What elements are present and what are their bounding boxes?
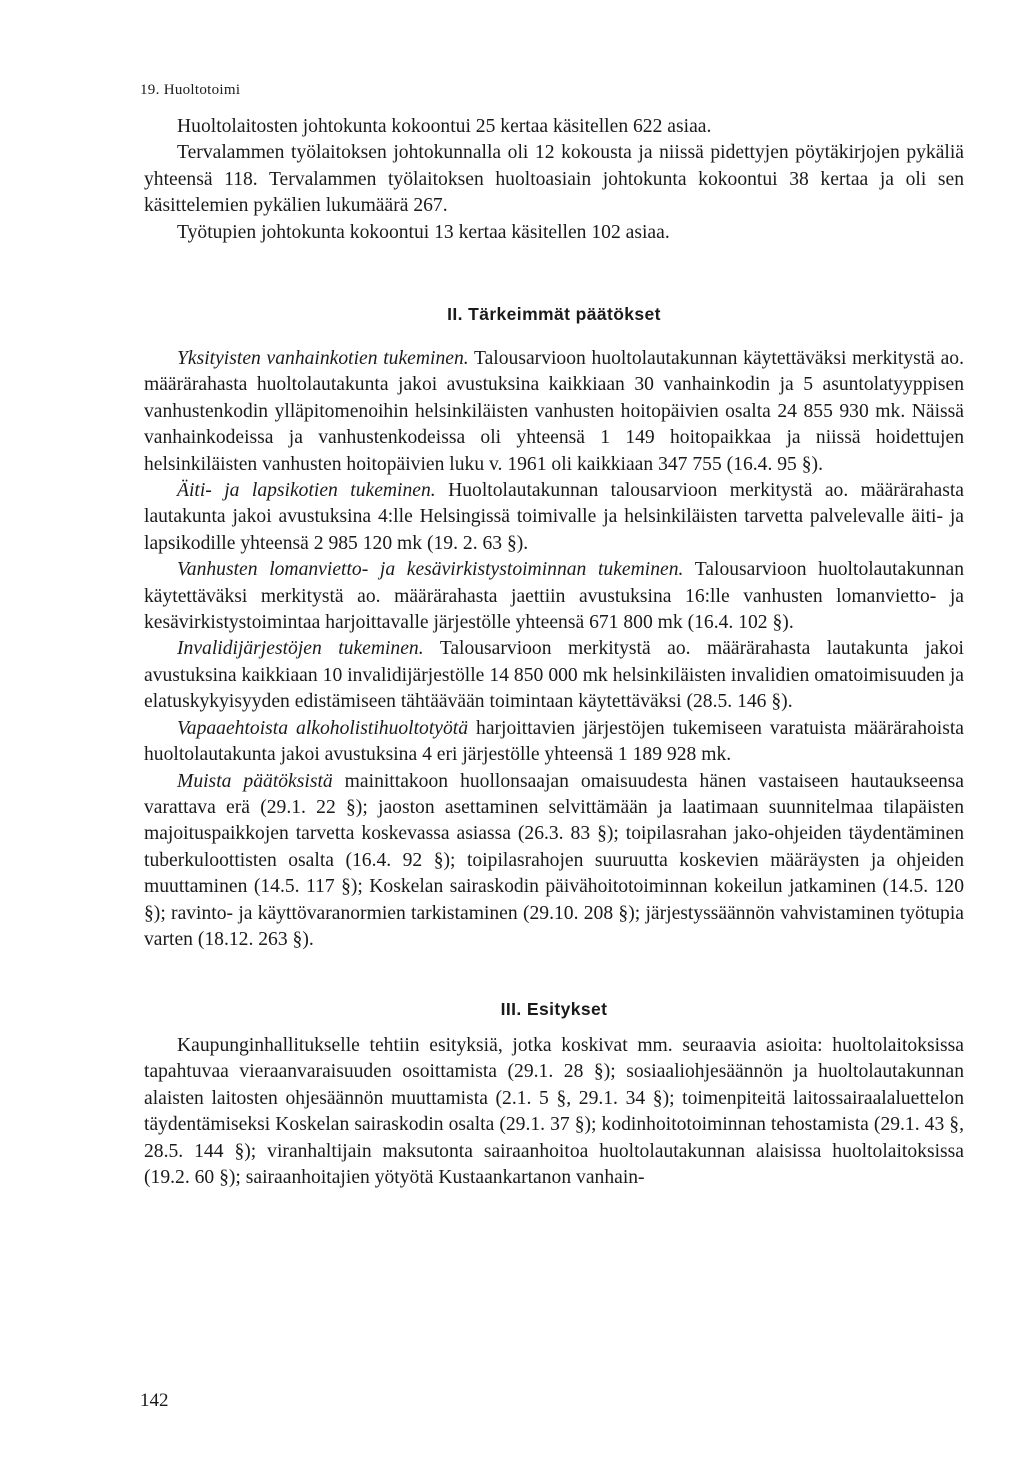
decision-paragraph <box>144 636 964 715</box>
page-number: 142 <box>140 1390 169 1411</box>
intro-paragraph: Työtupien johtokunta kokoontui 13 kertaa käsitellen 102 asiaa. <box>177 221 670 243</box>
paragraph-text: Talousarvioon merkitystä ao. määrärahasta lautakunta jakoi avustuksina kaikkiaan 10 invalidijärjestölle 14 850 000 mk helsinkiläisten invalidien omatoimisuuden ja elatuskykyisyyden edistämiseen tähtäävään toimintaan käytettäväksi (28.5. 146 §). <box>144 638 964 713</box>
decisions-block <box>144 346 964 953</box>
proposals-paragraph: Kaupunginhallitukselle tehtiin esityksiä, jotka koskivat mm. seuraavia asioita: huoltolaitoksissa tapahtuvaa vieraanvaraisuuden osoittamista (29.1. 28 §); sosiaaliohjesäännön ja huoltolautakunnan alaisten laitosten ohjesäännön muuttamista (2.1. 5 §, 29.1. 34 §); toimenpiteitä laitossairaalaluettelon täydentämiseksi Koskelan sairaskodin osalta (29.1. 37 §); kodinhoitotoiminnan tehostamista (29.1. 43 §, 28.5. 144 §); viranhaltijain maksutonta sairaanhoitoa huoltolautakunnan alaisissa huoltolaitoksissa (19.2. 60 §); sairaanhoitajien yötyötä Kustaankartanon vanhain- <box>144 1035 964 1189</box>
decision-paragraph <box>144 557 964 636</box>
running-head: 19. Huoltotoimi <box>140 82 241 98</box>
section-heading-proposals: III. Esitykset <box>500 999 608 1019</box>
paragraph-text: harjoittavien järjestöjen tukemiseen varatuista määrärahoista huoltolautakunta jakoi avustuksina 4 eri järjestölle yhteensä 1 189 928 mk. <box>144 717 964 766</box>
decision-paragraph <box>144 716 964 769</box>
paragraph-text: Talousarvioon huoltolautakunnan käytettäväksi merkitystä ao. määrärahasta jaettiin avustuksina 16:lle vanhusten lomanvietto- ja kesävirkistystoimintaa harjoittavalle järjestölle yhteensä 671 800 mk (16.4. 102 §). <box>144 559 964 634</box>
intro-paragraph: Tervalammen työlaitoksen johtokunnalla oli 12 kokousta ja niissä pidettyjen pöytäkirjojen pykäliä yhteensä 118. Tervalammen työlaitoksen huoltoasiain johtokunta kokoontui 38 kertaa ja oli sen käsittelemien pykälien lukumäärä 267. <box>144 142 964 217</box>
decision-paragraph <box>144 346 964 478</box>
paragraph-lead: Invalidijärjestöjen tukeminen. <box>177 638 424 660</box>
decision-paragraph <box>144 478 964 557</box>
paragraph-lead: Vapaaehtoista alkoholistihuoltotyötä <box>177 717 469 739</box>
proposals-block <box>144 1033 964 1191</box>
paragraph-text: mainittakoon huollonsaajan omaisuudesta hänen vastaiseen hautaukseensa varattava erä (29.1. 22 §); jaoston asettaminen selvittämään ja laatimaan suunnitelmaa tilapäisten majoituspaikkojen tarvetta koskevassa asiassa (26.3. 83 §); toipilasrahan jako-ohjeiden täydentäminen tuberkuloottisten osalta (16.4. 92 §); toipilasrahojen suuruutta koskevien määräysten ja ohjeiden muuttaminen (14.5. 117 §); Koskelan sairaskodin päivähoitotoiminnan kokeilun jatkaminen (14.5. 120 §); ravinto- ja käyttövaranormien tarkistaminen (29.10. 208 §); järjestyssäännön vahvistaminen työtupia varten (18.12. 263 §). <box>144 770 964 950</box>
paragraph-text: Talousarvioon huoltolautakunnan käytettäväksi merkitystä ao. määrärahasta huoltolautakunta jakoi avustuksina kaikkiaan 30 vanhainkodin ja 5 asuntolatyyppisen vanhustenkodin ylläpitomenoihin helsinkiläisten vanhusten hoitopäivien osalta 24 855 930 mk. Näissä vanhainkodeissa ja vanhustenkodeissa oli yhteensä 1 149 hoitopaikkaa ja niissä hoidettujen helsinkiläisten vanhusten hoitopäivien luku v. 1961 oli kaikkiaan 347 755 (16.4. 95 §). <box>144 348 964 475</box>
paragraph-text: Huoltolautakunnan talousarvioon merkitystä ao. määrärahasta lautakunta jakoi avustuksina 4:lle Helsingissä toimivalle ja helsinkiläisten tarvetta palvelevalle äiti- ja lapsikodille yhteensä 2 985 120 mk (19. 2. 63 §). <box>144 480 964 554</box>
paragraph-lead: Vanhusten lomanvietto- ja kesävirkistystoiminnan tukeminen. <box>177 559 684 581</box>
intro-paragraph: Huoltolaitosten johtokunta kokoontui 25 kertaa käsitellen 622 asiaa. <box>177 116 712 137</box>
paragraph-lead: Muista päätöksistä <box>177 770 333 792</box>
section-heading-decisions: II. Tärkeimmät päätökset <box>447 304 661 324</box>
paragraph-lead: Yksityisten vanhainkotien tukeminen. <box>177 348 469 369</box>
paragraph-lead: Äiti- ja lapsikotien tukeminen. <box>177 480 436 502</box>
decision-paragraph <box>144 769 964 954</box>
intro-block <box>144 114 964 246</box>
